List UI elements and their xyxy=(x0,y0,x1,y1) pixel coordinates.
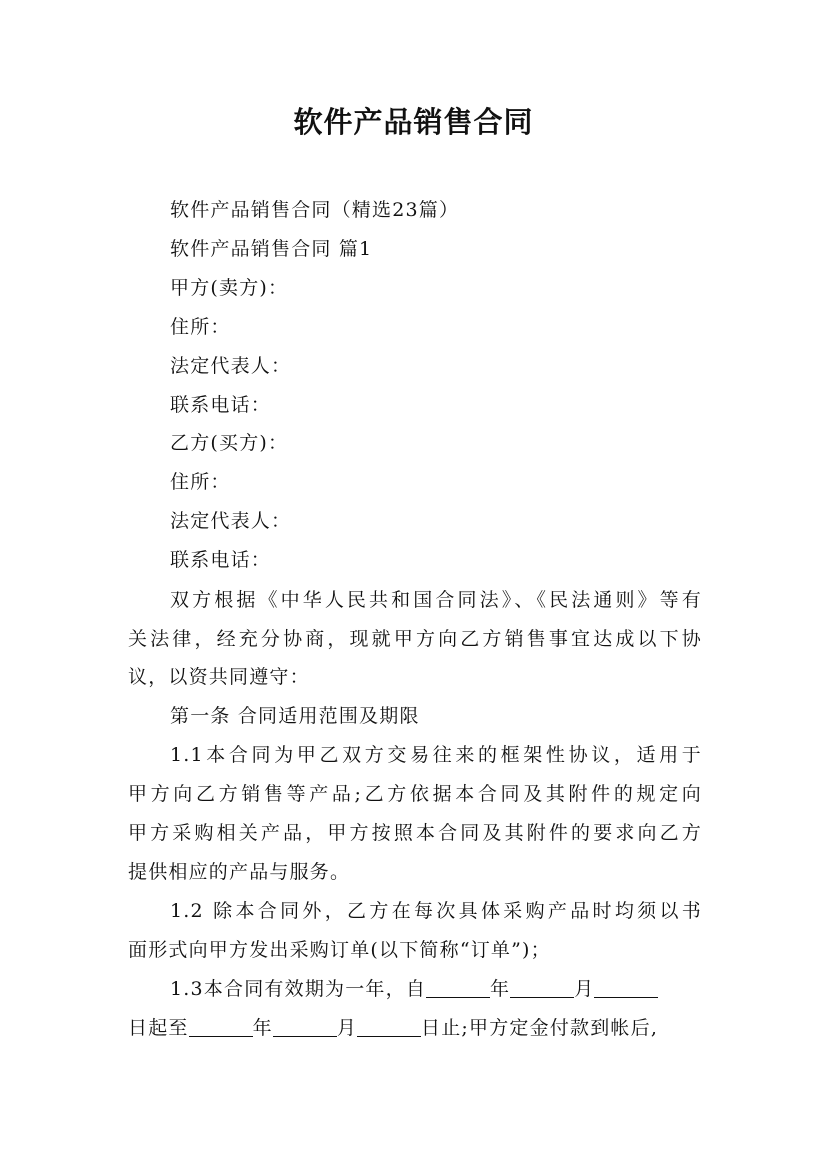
paragraph-line: 甲方向乙方销售等产品;乙方依据本合同及其附件的规定向 xyxy=(128,783,702,805)
paragraph-line: 关法律，经充分协商，现就甲方向乙方销售事宜达成以下协 xyxy=(128,628,702,650)
clause-1-3-line1 xyxy=(170,974,658,1004)
clause-text: 年 xyxy=(252,1017,273,1039)
clause-text: 月 xyxy=(574,978,595,1000)
party-a-phone: 联系电话： xyxy=(170,394,272,416)
blank-field xyxy=(273,1016,337,1037)
party-a-label: 甲方(卖方)： xyxy=(170,277,289,299)
party-a-address: 住所： xyxy=(170,316,231,338)
clause-text: 1.3本合同有效期为一年，自 xyxy=(170,978,427,1000)
paragraph-line: 面形式向甲方发出采购订单(以下简称“订单”)； xyxy=(128,939,551,961)
blank-field xyxy=(189,1016,253,1037)
blank-field xyxy=(426,977,490,998)
blank-field xyxy=(594,977,658,998)
subtitle-line: 软件产品销售合同（精选23篇） xyxy=(170,199,460,221)
paragraph-line: 甲方采购相关产品，甲方按照本合同及其附件的要求向乙方 xyxy=(128,822,702,844)
document-title: 软件产品销售合同 xyxy=(293,105,534,139)
section-heading: 软件产品销售合同 篇1 xyxy=(170,238,373,260)
party-b-phone: 联系电话： xyxy=(170,549,272,571)
party-b-label: 乙方(买方)： xyxy=(170,432,289,454)
clause-text: 日起至 xyxy=(128,1017,189,1039)
paragraph-line: 1.2 除本合同外，乙方在每次具体采购产品时均须以书 xyxy=(170,900,702,922)
blank-field xyxy=(510,977,574,998)
paragraph-line: 提供相应的产品与服务。 xyxy=(128,861,351,883)
clause-text: 日止;甲方定金付款到帐后, xyxy=(421,1017,659,1039)
paragraph-line: 双方根据《中华人民共和国合同法》、《民法通则》等有 xyxy=(170,589,702,611)
party-b-address: 住所： xyxy=(170,471,231,493)
party-b-representative: 法定代表人： xyxy=(170,510,292,532)
clause-text: 月 xyxy=(336,1017,358,1039)
paragraph-line: 1.1本合同为甲乙双方交易往来的框架性协议，适用于 xyxy=(170,744,702,766)
clause-text: 年 xyxy=(490,978,511,1000)
paragraph-line: 议，以资共同遵守： xyxy=(128,666,310,688)
blank-field xyxy=(357,1016,421,1037)
article-heading: 第一条 合同适用范围及期限 xyxy=(170,705,420,727)
party-a-representative: 法定代表人： xyxy=(170,355,292,377)
clause-1-3-line2 xyxy=(128,1013,658,1043)
